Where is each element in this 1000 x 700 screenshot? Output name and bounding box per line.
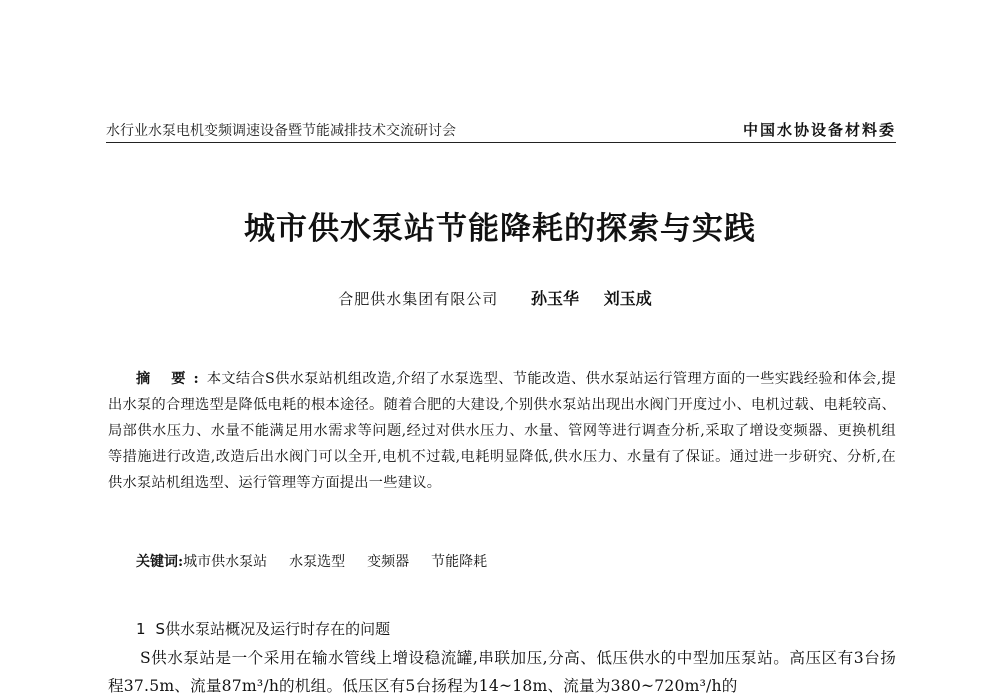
section-number: 1 [136,620,146,638]
author-name: 孙玉华 [530,289,579,308]
paper-title: 城市供水泵站节能降耗的探索与实践 [244,211,756,247]
keywords-label: 关键词: [136,554,184,570]
section-heading [136,618,390,639]
abstract [108,366,896,496]
author-name: 刘玉成 [603,289,652,308]
keyword: 水泵选型 [289,554,346,570]
section-title: S供水泵站概况及运行时存在的问题 [155,620,391,638]
keywords [136,551,509,571]
keyword: 变频器 [367,554,410,570]
running-header [106,118,896,143]
body-paragraph: S供水泵站是一个采用在输水管线上增设稳流罐,串联加压,分高、低压供水的中型加压泵站。高压区有3台扬程37.5m、流量87m³/h的机组。低压区有5台扬程为14~18m、流量为380~720m³/h的 [108,649,896,695]
keyword: 节能降耗 [431,554,488,570]
conference-name: 水行业水泵电机变频调速设备暨节能减排技术交流研讨会 [106,123,456,139]
byline [0,286,1000,309]
keyword: 城市供水泵站 [183,554,268,570]
author-organization: 合肥供水集团有限公司 [338,290,499,308]
abstract-text: 本文结合S供水泵站机组改造,介绍了水泵选型、节能改造、供水泵站运行管理方面的一些实践经验和体会,提出水泵的合理选型是降低电耗的根本途径。随着合肥的大建设,个别供水泵站出现出水阀门开度过小、电机过载、电耗较高、局部供水压力、水量不能满足用水需求等问题,经过对供水压力、水量、管网等进行调查分析,采取了增设变频器、更换机组等措施进行改造,改造后出水阀门可以全开,电机不过载,电耗明显降低,供水压力、水量有了保证。通过进一步研究、分析,在供水泵站机组选型、运行管理等方面提出一些建议。 [108,371,896,491]
committee-name: 中国水协设备材料委 [742,121,896,139]
abstract-label: 摘 要: [136,371,207,387]
